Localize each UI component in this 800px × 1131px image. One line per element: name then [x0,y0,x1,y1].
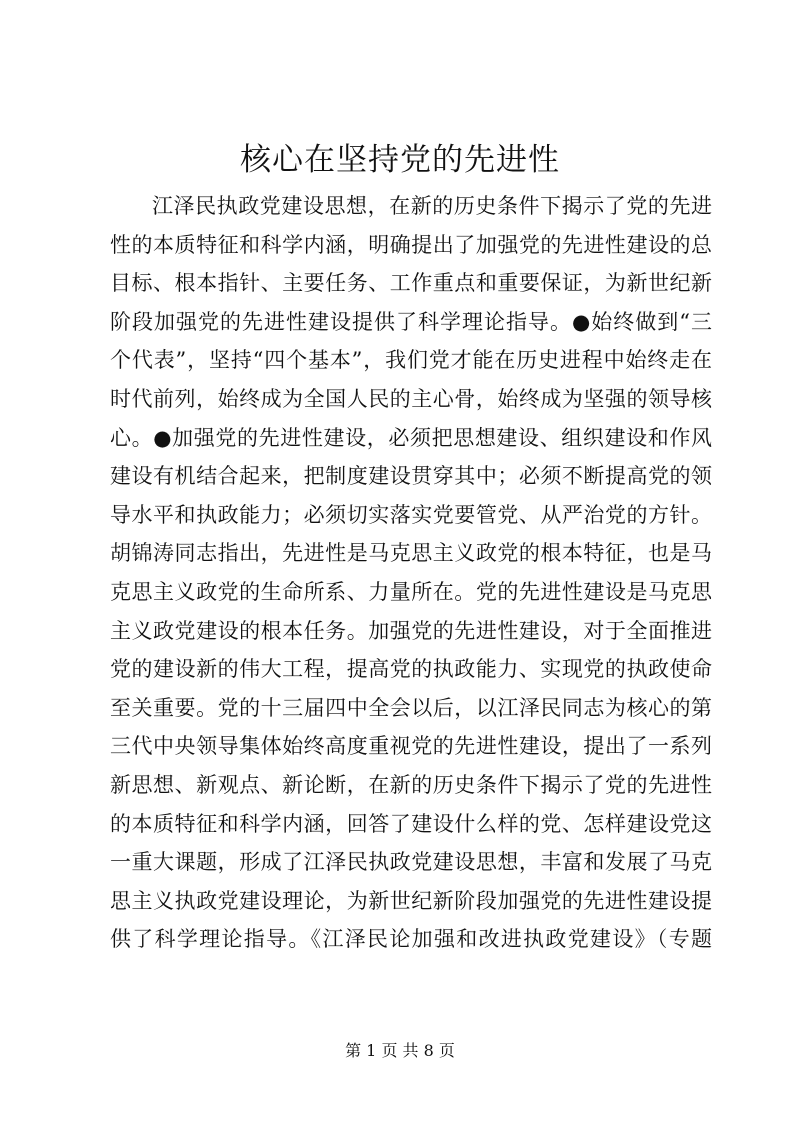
body-line: 江泽民执政党建设思想，在新的历史条件下揭示了党的先进 [152,194,712,218]
body-line: 的本质特征和科学内涵，回答了建设什么样的党、怎样建设党这 [110,811,712,836]
body-line: 性的本质特征和科学内涵，明确提出了加强党的先进性建设的总 [110,232,712,257]
body-line: 至关重要。党的十三届四中全会以后，以江泽民同志为核心的第 [110,695,712,720]
body-line: 心。●加强党的先进性建设，必须把思想建设、组织建设和作风 [110,425,712,450]
body-line: 供了科学理论指导。《江泽民论加强和改进执政党建设》（专题 [110,927,712,952]
body-line: 三代中央领导集体始终高度重视党的先进性建设，提出了一系列 [110,734,712,759]
body-line: 党的建设新的伟大工程，提高党的执政能力、实现党的执政使命 [110,657,712,682]
body-line: 克思主义政党的生命所系、力量所在。党的先进性建设是马克思 [110,579,712,604]
body-line: 个代表”，坚持“四个基本”，我们党才能在历史进程中始终走在 [110,348,712,373]
document-title: 核心在坚持党的先进性 [240,142,560,178]
body-line: 思主义执政党建设理论，为新世纪新阶段加强党的先进性建设提 [110,888,712,913]
document-body [110,187,712,959]
page-number: 第 1 页 共 8 页 [345,1041,455,1060]
body-line: 一重大课题，形成了江泽民执政党建设思想，丰富和发展了马克 [110,850,712,875]
body-line: 时代前列，始终成为全国人民的主心骨，始终成为坚强的领导核 [110,386,712,411]
body-line: 阶段加强党的先进性建设提供了科学理论指导。●始终做到“三 [110,309,712,334]
body-line: 新思想、新观点、新论断，在新的历史条件下揭示了党的先进性 [110,772,712,797]
body-line: 导水平和执政能力；必须切实落实党要管党、从严治党的方针。 [110,502,712,527]
body-line: 目标、根本指针、主要任务、工作重点和重要保证，为新世纪新 [110,271,712,296]
body-line: 主义政党建设的根本任务。加强党的先进性建设，对于全面推进 [110,618,712,643]
body-line: 胡锦涛同志指出，先进性是马克思主义政党的根本特征，也是马 [110,541,712,566]
body-line: 建设有机结合起来，把制度建设贯穿其中；必须不断提高党的领 [110,464,712,489]
